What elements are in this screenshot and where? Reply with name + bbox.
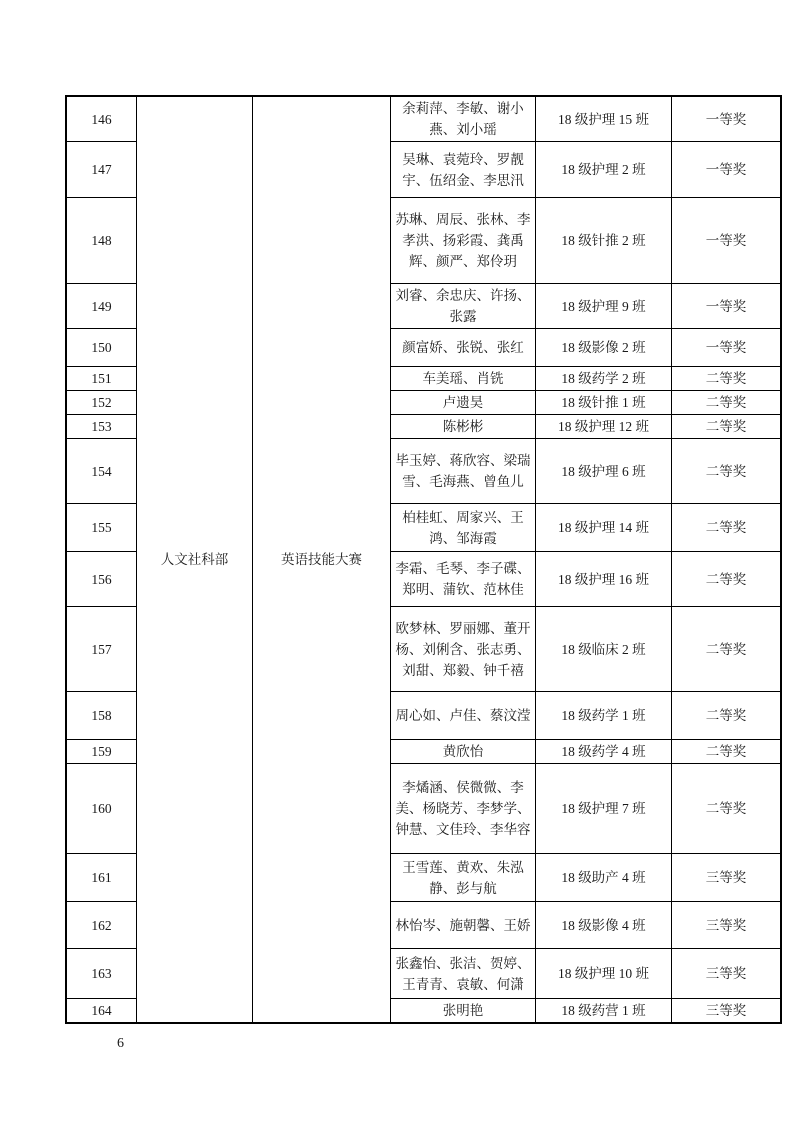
- class-cell: 18 级护理 9 班: [536, 284, 672, 329]
- class-cell: 18 级影像 2 班: [536, 329, 672, 367]
- class-cell: 18 级护理 6 班: [536, 439, 672, 504]
- row-number-cell: 146: [66, 96, 137, 142]
- winner-names-cell: 林怡岑、施朝馨、王娇: [391, 902, 536, 949]
- row-number-cell: 156: [66, 552, 137, 607]
- award-cell: 一等奖: [672, 142, 782, 198]
- winner-names-cell: 卢遗昊: [391, 391, 536, 415]
- class-cell: 18 级药学 4 班: [536, 740, 672, 764]
- award-cell: 三等奖: [672, 902, 782, 949]
- class-cell: 18 级护理 2 班: [536, 142, 672, 198]
- winner-names-cell: 车美瑶、肖铣: [391, 367, 536, 391]
- winner-names-cell: 王雪莲、黄欢、朱泓静、彭与航: [391, 854, 536, 902]
- award-cell: 三等奖: [672, 854, 782, 902]
- winner-names-cell: 张明艳: [391, 999, 536, 1024]
- row-number-cell: 147: [66, 142, 137, 198]
- award-cell: 三等奖: [672, 949, 782, 999]
- winner-names-cell: 柏桂虹、周家兴、王鸿、邹海霞: [391, 504, 536, 552]
- winner-names-cell: 刘睿、余忠庆、许扬、张露: [391, 284, 536, 329]
- class-cell: 18 级药学 2 班: [536, 367, 672, 391]
- award-cell: 二等奖: [672, 607, 782, 692]
- class-cell: 18 级药学 1 班: [536, 692, 672, 740]
- class-cell: 18 级针推 2 班: [536, 198, 672, 284]
- class-cell: 18 级护理 12 班: [536, 415, 672, 439]
- awards-table: [65, 95, 782, 1024]
- winner-names-cell: 张鑫怡、张洁、贺婷、王青青、袁敏、何潇: [391, 949, 536, 999]
- row-number-cell: 157: [66, 607, 137, 692]
- row-number-cell: 161: [66, 854, 137, 902]
- award-cell: 一等奖: [672, 96, 782, 142]
- page-number: 6: [117, 1036, 124, 1051]
- row-number-cell: 158: [66, 692, 137, 740]
- class-cell: 18 级护理 14 班: [536, 504, 672, 552]
- winner-names-cell: 李霜、毛琴、李子碟、郑明、蒲钦、范林佳: [391, 552, 536, 607]
- class-cell: 18 级护理 7 班: [536, 764, 672, 854]
- row-number-cell: 160: [66, 764, 137, 854]
- winner-names-cell: 苏琳、周辰、张林、李孝洪、扬彩霞、龚禹辉、颜严、郑伶玥: [391, 198, 536, 284]
- winner-names-cell: 欧梦林、罗丽娜、董开杨、刘俐含、张志勇、刘甜、郑毅、钟千禧: [391, 607, 536, 692]
- competition-cell: 英语技能大赛: [253, 96, 391, 1023]
- row-number-cell: 151: [66, 367, 137, 391]
- award-cell: 二等奖: [672, 391, 782, 415]
- award-cell: 二等奖: [672, 764, 782, 854]
- award-cell: 二等奖: [672, 439, 782, 504]
- award-cell: 二等奖: [672, 367, 782, 391]
- class-cell: 18 级护理 10 班: [536, 949, 672, 999]
- row-number-cell: 152: [66, 391, 137, 415]
- winner-names-cell: 吴琳、袁菀玲、罗靓宇、伍绍金、李思汛: [391, 142, 536, 198]
- winner-names-cell: 黄欣怡: [391, 740, 536, 764]
- winner-names-cell: 余莉萍、李敏、谢小燕、刘小瑶: [391, 96, 536, 142]
- winner-names-cell: 陈彬彬: [391, 415, 536, 439]
- class-cell: 18 级临床 2 班: [536, 607, 672, 692]
- award-cell: 二等奖: [672, 552, 782, 607]
- award-cell: 二等奖: [672, 504, 782, 552]
- award-cell: 二等奖: [672, 740, 782, 764]
- award-cell: 一等奖: [672, 198, 782, 284]
- row-number-cell: 155: [66, 504, 137, 552]
- award-cell: 二等奖: [672, 692, 782, 740]
- row-number-cell: 153: [66, 415, 137, 439]
- table-row: [66, 96, 781, 142]
- class-cell: 18 级影像 4 班: [536, 902, 672, 949]
- row-number-cell: 148: [66, 198, 137, 284]
- award-cell: 二等奖: [672, 415, 782, 439]
- department-cell: 人文社科部: [137, 96, 253, 1023]
- awards-table-body: [66, 96, 781, 1023]
- row-number-cell: 164: [66, 999, 137, 1024]
- winner-names-cell: 毕玉婷、蒋欣容、梁瑞雪、毛海燕、曾鱼儿: [391, 439, 536, 504]
- award-cell: 三等奖: [672, 999, 782, 1024]
- row-number-cell: 159: [66, 740, 137, 764]
- class-cell: 18 级药营 1 班: [536, 999, 672, 1024]
- winner-names-cell: 李燏涵、侯微微、李美、杨晓芳、李梦学、钟慧、文佳玲、李华容: [391, 764, 536, 854]
- row-number-cell: 150: [66, 329, 137, 367]
- class-cell: 18 级护理 16 班: [536, 552, 672, 607]
- row-number-cell: 149: [66, 284, 137, 329]
- winner-names-cell: 周心如、卢佳、蔡汶滢: [391, 692, 536, 740]
- row-number-cell: 162: [66, 902, 137, 949]
- class-cell: 18 级助产 4 班: [536, 854, 672, 902]
- row-number-cell: 163: [66, 949, 137, 999]
- winner-names-cell: 颜富娇、张锐、张红: [391, 329, 536, 367]
- award-cell: 一等奖: [672, 284, 782, 329]
- row-number-cell: 154: [66, 439, 137, 504]
- class-cell: 18 级护理 15 班: [536, 96, 672, 142]
- award-cell: 一等奖: [672, 329, 782, 367]
- class-cell: 18 级针推 1 班: [536, 391, 672, 415]
